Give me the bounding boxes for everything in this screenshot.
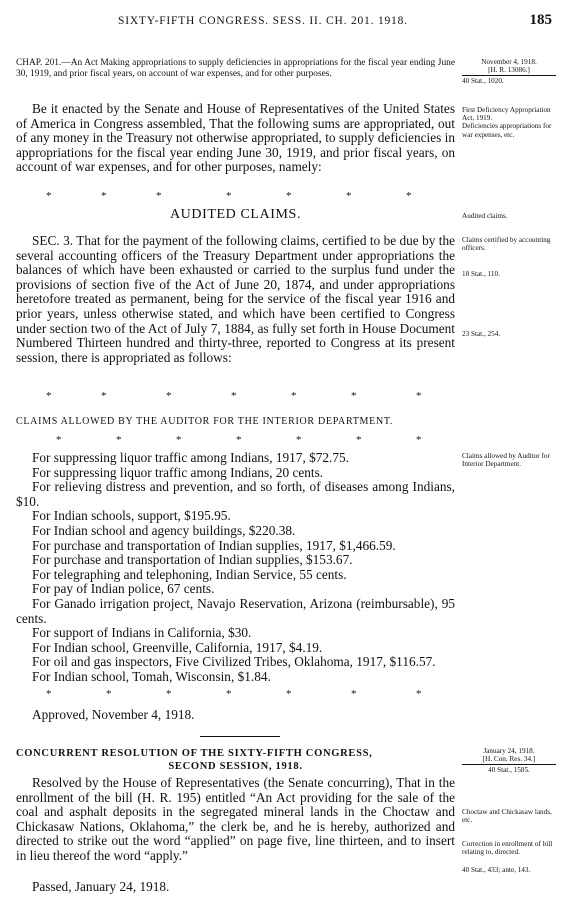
enacting-clause: Be it enacted by the Senate and House of Representatives of the United States of America in Congress assembled, That the following sums are appropriated, out of any money in the Treasury not otherwise appropriated, to supply deficiencies in appropriations for the fiscal year ending June 30, 1919, and prior fiscal years, on account of war expenses, and for other purposes, namely: (16, 101, 455, 175)
interior-side-note: Claims allowed by Auditor for Interior Department. (462, 452, 550, 469)
claim-item: For suppressing liquor traffic among Indians, 20 cents. (32, 464, 324, 480)
claim-item: For relieving distress and prevention, and so forth, of diseases among Indians, $10. (16, 479, 455, 509)
claim-item: For pay of Indian police, 67 cents. (32, 581, 215, 597)
side-resolution-number: [H. Con. Res. 34.] (482, 755, 536, 764)
claim-item: For Ganado irrigation project, Navajo Reservation, Arizona (reimbursable), 95 cents. (16, 595, 455, 626)
interior-claims-list (16, 451, 455, 685)
claim-item: For telegraphing and telephoning, Indian Service, 55 cents. (32, 566, 347, 582)
side-bill: [H. R. 13086.] (488, 66, 530, 75)
resolution-side-correction: Correction in enrollment of bill relating to, directed. (462, 840, 553, 857)
side-date: January 24, 1918. (483, 747, 535, 755)
running-header (0, 12, 562, 34)
audited-claims-heading: AUDITED CLAIMS. (169, 207, 302, 222)
section-3-text: SEC. 3. That for the payment of the following claims, certified to be due by the several accounting officers of the Treasury Department under appropriations the balances of which have been exhausted or carried to the surplus fund under the provisions of section five of the Act of June 20, 1874, and under appropriations heretofore treated as permanent, being for the service of the fiscal year 1916 and prior years, unless otherwise stated, and which have been certified to Congress under section two of the Act of July 7, 1884, as fully set forth in House Document Numbered Thirteen hundred and thirty-three, reported to Congress at its present session, there is appropriated as follows: (16, 233, 455, 365)
side-audited-claims: Audited claims. (462, 212, 508, 220)
sec3-side-note-1: Claims certified by accounting officers. (462, 236, 551, 253)
claim-item: For Indian school and agency buildings, $220.38. (32, 522, 296, 538)
sec3-side-note-3: 23 Stat., 254. (462, 330, 501, 338)
page-number: 185 (529, 12, 552, 28)
side-rule (462, 764, 556, 765)
claim-item: For support of Indians in California, $30. (32, 625, 252, 641)
resolution-side-stat: 40 Stat., 433; ante, 143. (462, 866, 531, 874)
side-stat: 40 Stat., 1585. (488, 766, 530, 775)
enacting-side-notes (462, 106, 556, 139)
claim-item: For Indian school, Greenville, California, 1917, $4.19. (32, 639, 323, 655)
side-stat: 40 Stat., 1020. (462, 77, 504, 86)
claim-item: For Indian school, Tomah, Wisconsin, $1.84. (32, 668, 271, 684)
side-date: November 4, 1918. (481, 58, 537, 66)
resolution-side-note (462, 747, 556, 775)
interior-claims-heading: CLAIMS ALLOWED BY THE AUDITOR FOR THE INTERIOR DEPARTMENT. (16, 416, 394, 427)
claim-item: For Indian schools, support, $195.95. (32, 508, 231, 524)
claim-item: For purchase and transportation of Indian supplies, $153.67. (32, 552, 353, 568)
passed-line: Passed, January 24, 1918. (32, 879, 170, 894)
chapter-side-note (462, 58, 556, 86)
side-rule (462, 75, 556, 76)
claim-item: For oil and gas inspectors, Five Civilized Tribes, Oklahoma, 1917, $116.57. (32, 654, 436, 670)
resolution-heading-line-2: SECOND SESSION, 1918. (168, 761, 303, 772)
resolution-heading (16, 747, 455, 773)
running-title: SIXTY-FIFTH CONGRESS. SESS. II. CH. 201. 1918. (118, 15, 408, 27)
sec3-side-note-2: 18 Stat., 110. (462, 270, 500, 278)
resolution-body: Resolved by the House of Representatives (the Senate concurring), That in the enrollment of the bill (H. R. 195) entitled “An Act providing for the sale of the coal and asphalt deposits in the segregated mineral lands in the Choctaw and Chickasaw Nations, Oklahoma,” the clerk be, and he is hereby, authorized and directed to strike out the word “applied” on page five, line thirteen, and to insert in lieu thereof the word “apply.” (16, 775, 455, 863)
resolution-heading-line-1: CONCURRENT RESOLUTION OF THE SIXTY-FIFTH CONGRESS, (16, 748, 373, 759)
approved-line: Approved, November 4, 1918. (32, 707, 195, 722)
chapter-title: CHAP. 201.—An Act Making appropriations to supply deficiencies in appropriations for the fiscal year ending June 30, 1919, and prior fiscal years, on account of war expenses, and for other purposes. (16, 58, 455, 79)
side-deficiency-act: First Deficiency Appropriation Act, 1919. (462, 106, 551, 123)
claim-item: For purchase and transportation of Indian supplies, 1917, $1,466.59. (32, 537, 396, 553)
section-divider (200, 736, 280, 737)
resolution-side-choctaw: Choctaw and Chickasaw lands, etc. (462, 808, 552, 825)
side-war-expenses: Deficiencies appropriations for war expenses, etc. (462, 122, 552, 139)
claim-item: For suppressing liquor traffic among Indians, 1917, $72.75. (32, 450, 349, 465)
